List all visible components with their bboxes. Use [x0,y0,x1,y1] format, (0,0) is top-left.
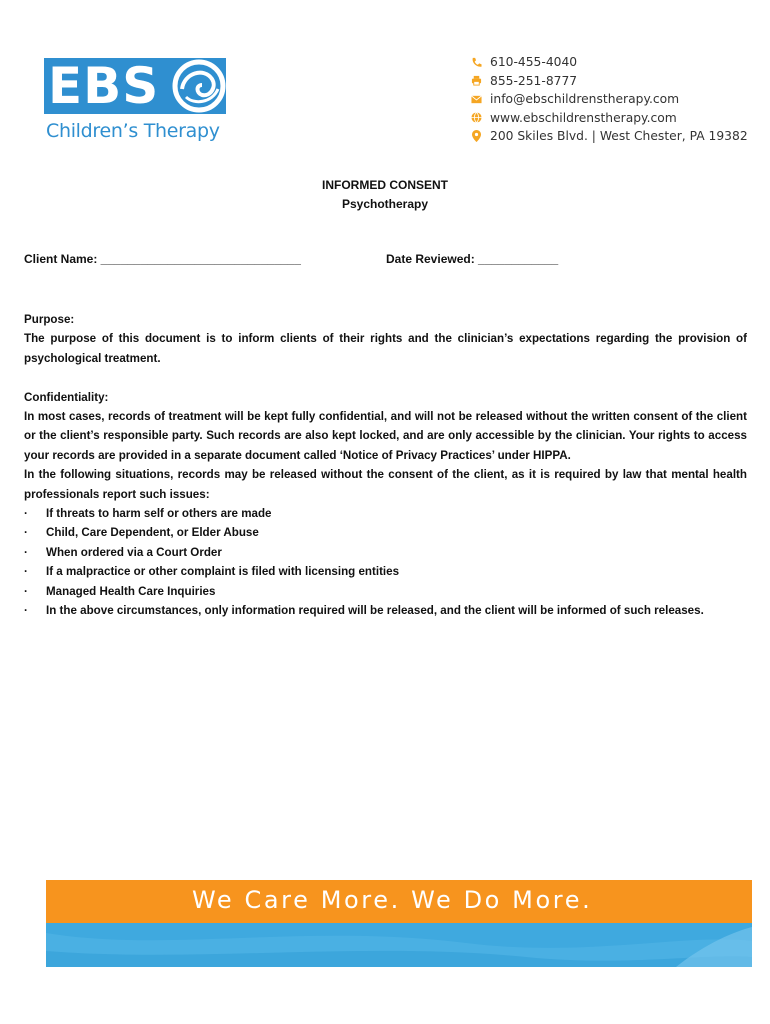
bullet-marker: · [24,565,28,579]
ebs-logo [44,58,234,148]
email-icon [470,93,482,105]
contact-phone1 [470,53,748,71]
email-text[interactable]: info@ebschildrenstherapy.com [490,92,680,106]
bullet-marker: · [24,526,28,540]
list-item: · In the above circumstances, only information required will be released, and the client will be informed of such releases. [24,601,747,620]
printer-icon [470,75,482,87]
confidentiality-paragraph-1: In most cases, records of treatment will be kept fully confidential, and will not be released without the written consent of the client or the client’s responsible party. Such records are also kept locked, and are only accessible by the clinician. Your rights to access your records are provided in a separate document called ‘Notice of Privacy Practices’ under HIPPA. [24,410,747,462]
footer-banner [46,880,752,967]
list-item: · Managed Health Care Inquiries [24,582,747,601]
contact-address [470,127,748,145]
document-heading [0,176,770,214]
address-text: 200 Skiles Blvd. | West Chester, PA 19382 [490,129,748,143]
logo-box [44,58,226,114]
document-body [24,310,747,620]
purpose-label: Purpose: [24,313,75,326]
confidentiality-paragraph-2: In the following situations, records may be released without the consent of the client, as it is required by law that mental health professionals report such issues: [24,468,747,501]
client-name-field[interactable]: Client Name: ______________________________ [24,252,301,266]
banner-slogan: We Care More. We Do More. [192,886,593,914]
wave-pattern-icon [46,923,752,967]
list-item: · When ordered via a Court Order [24,543,747,562]
list-item: · If a malpractice or other complaint is filed with licensing entities [24,562,747,581]
globe-icon [470,112,482,124]
logo-subtitle: Children’s Therapy [46,120,220,142]
date-reviewed-field[interactable]: Date Reviewed: ____________ [386,252,559,266]
wave-swirl-icon [172,59,226,113]
contact-phone2 [470,72,748,90]
logo-main-text: EBS [48,57,160,115]
document-subtitle: Psychotherapy [341,197,429,211]
bullet-marker: · [24,604,28,618]
list-item: · If threats to harm self or others are made [24,504,747,523]
phone2-text[interactable]: 855-251-8777 [490,73,578,88]
phone1-text[interactable]: 610-455-4040 [490,55,578,69]
website-text[interactable]: www.ebschildrenstherapy.com [490,110,677,125]
purpose-text: The purpose of this document is to inform clients of their rights and the clinician’s expectations regarding the provision of psychological treatment. [24,332,747,365]
bullet-marker: · [24,584,28,598]
phone-icon [470,56,482,68]
contact-website [470,109,748,127]
location-pin-icon [470,130,482,142]
bullet-marker: · [24,545,28,559]
confidentiality-label: Confidentiality: [24,390,109,404]
contact-info [470,53,748,146]
document-title: INFORMED CONSENT [322,178,448,192]
contact-email [470,90,748,108]
list-item: · Child, Care Dependent, or Elder Abuse [24,523,747,542]
release-situations-list [24,504,747,620]
bullet-marker: · [24,507,28,521]
